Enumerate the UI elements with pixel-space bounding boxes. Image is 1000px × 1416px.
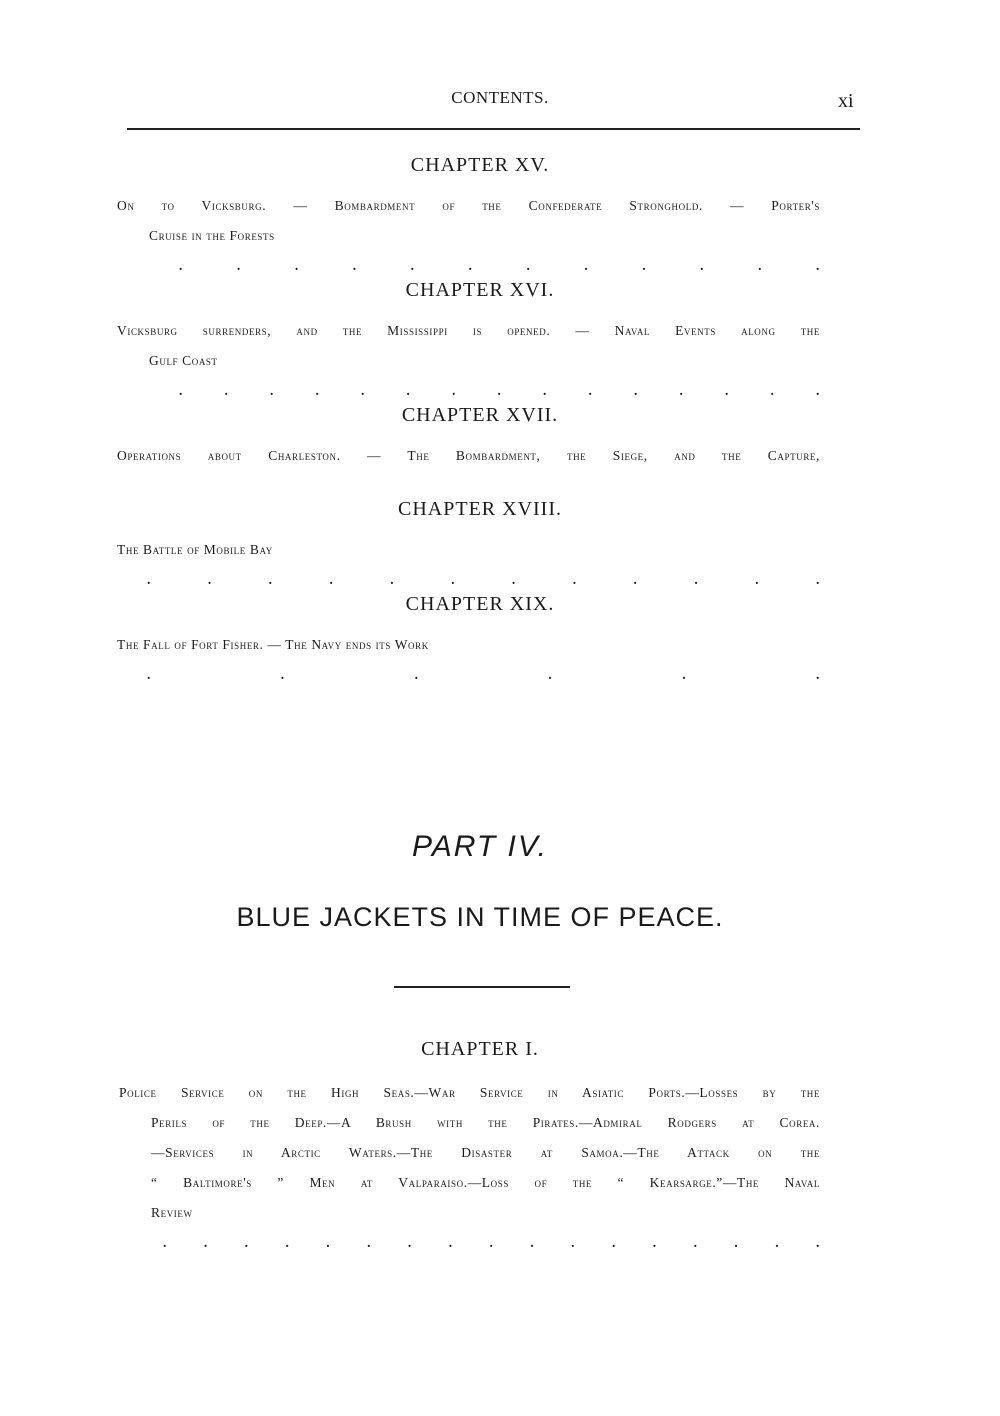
chapter-entry-xvi (117, 316, 820, 398)
chapter-heading-i: CHAPTER I. (421, 1038, 539, 1060)
dot-leader: . . . . . . . . . . . . . . . . . (163, 1235, 820, 1250)
chapter-entry-xv (117, 191, 820, 273)
chapter-entry-i (119, 1078, 820, 1250)
chapter-entry-xvii (117, 441, 820, 471)
entry-line: Vicksburg surrenders, and the Mississippi is opened. — Naval Events along the (117, 323, 820, 338)
entry-line-leader (117, 630, 820, 682)
entry-line: Gulf Coast (149, 353, 218, 368)
part-title: PART IV. (411, 830, 549, 863)
dot-leader: . . . . . . (147, 667, 820, 682)
entry-line-leader (119, 1198, 820, 1250)
entry-line: Review (151, 1205, 193, 1220)
entry-line-leader (117, 535, 820, 587)
running-head: CONTENTS. (451, 88, 549, 107)
chapter-heading-xvi: CHAPTER XVI. (405, 279, 555, 301)
chapter-entry-xviii (117, 535, 820, 587)
entry-line: Police Service on the High Seas.—War Service in Asiatic Ports.—Losses by the (119, 1085, 820, 1100)
page-number: xi (838, 90, 854, 112)
chapter-entry-xix (117, 630, 820, 682)
entry-line: Cruise in the Forests (149, 228, 275, 243)
entry-line: —Services in Arctic Waters.—The Disaster at Samoa.—The Attack on the (151, 1145, 820, 1160)
section-rule (394, 986, 570, 988)
chapter-heading-xv: CHAPTER XV. (410, 154, 550, 176)
entry-line: Operations about Charleston. — The Bombardment, the Siege, and the Capture, (117, 448, 820, 463)
entry-line-leader (117, 346, 820, 398)
entry-line: “ Baltimore's ” Men at Valparaiso.—Loss of the “ Kearsarge.”—The Naval (151, 1175, 820, 1190)
entry-line: The Battle of Mobile Bay (117, 542, 273, 557)
chapter-heading-xix: CHAPTER XIX. (405, 593, 555, 615)
chapter-heading-xviii: CHAPTER XVIII. (398, 498, 562, 520)
header-rule (127, 128, 860, 130)
dot-leader: . . . . . . . . . . . . . . . (179, 383, 820, 398)
dot-leader: . . . . . . . . . . . . (179, 258, 820, 273)
dot-leader: . . . . . . . . . . . . (147, 572, 820, 587)
part-subtitle: BLUE JACKETS IN TIME OF PEACE. (236, 902, 724, 932)
entry-line: The Fall of Fort Fisher. — The Navy ends its Work (117, 637, 429, 652)
entry-line: On to Vicksburg. — Bombardment of the Confederate Stronghold. — Porter's (117, 198, 820, 213)
entry-line-leader (117, 221, 820, 273)
chapter-heading-xvii: CHAPTER XVII. (401, 404, 559, 426)
entry-line: Perils of the Deep.—A Brush with the Pirates.—Admiral Rodgers at Corea. (151, 1115, 820, 1130)
